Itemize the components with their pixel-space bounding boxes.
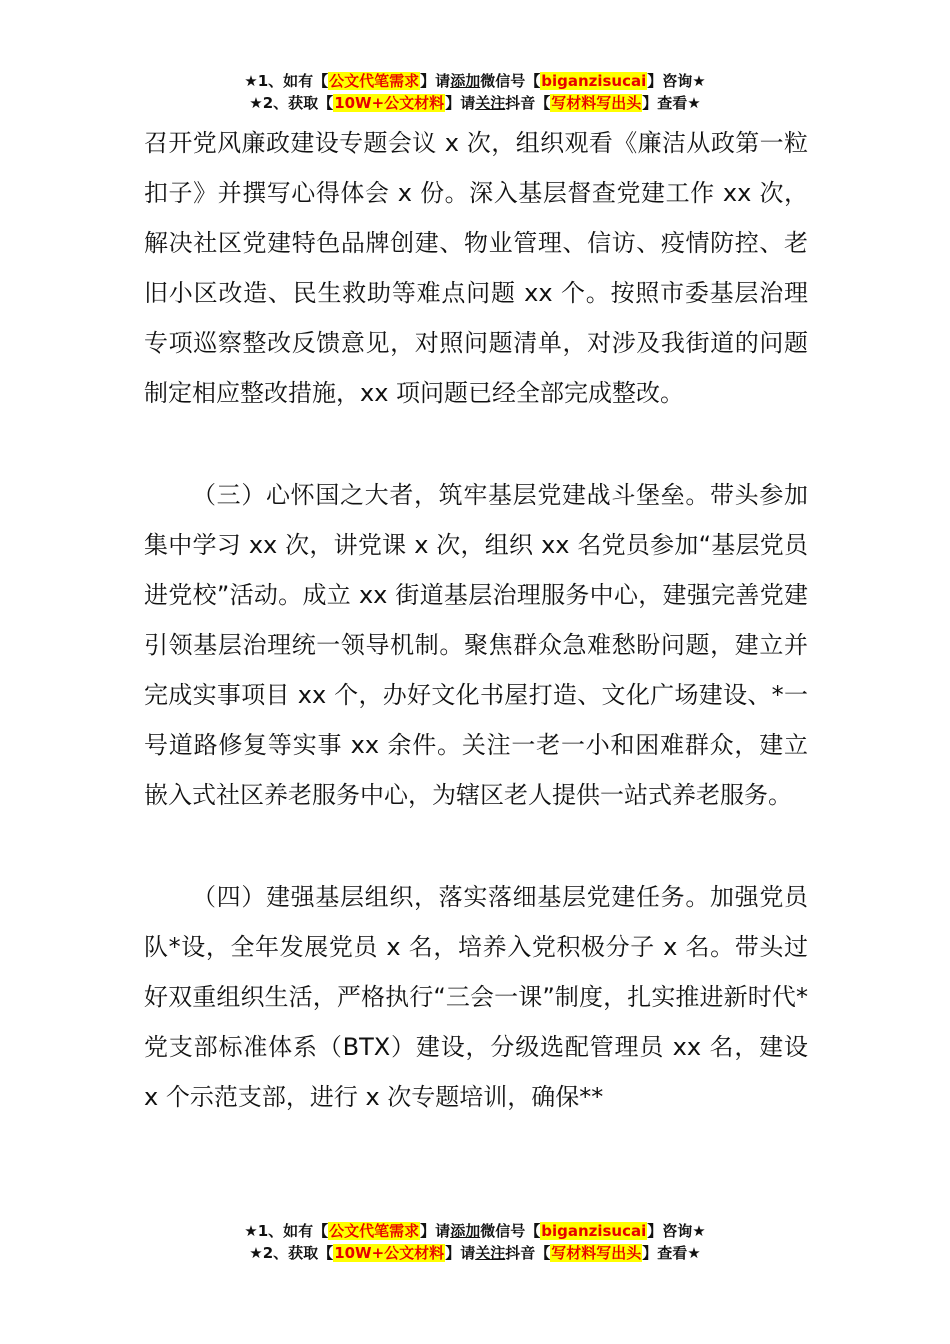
promo-text: 抖音【 [505, 1244, 551, 1262]
paragraph-1: 召开党风廉政建设专题会议 x 次，组织观看《廉洁从政第一粒扣子》并撰写心得体会 x 份。深入基层督查党建工作 xx 次，解决社区党建特色品牌创建、物业管理、信访、疫情防控、老旧小区改造、民生救助等难点问题 xx 个。按照市委基层治理专项巡察整改反馈意见，对照问题清单，对涉及我街道的问题制定相应整改措施，xx 项问题已经全部完成整改。 [144, 129, 808, 407]
promo-text: ★1、如有【 [244, 72, 329, 90]
promo-highlight: 写材料写出头 [551, 1244, 642, 1262]
promo-highlight: biganzisucai [541, 72, 647, 90]
promo-highlight: 公文代笔需求 [329, 72, 420, 90]
promo-underlined: 添加 [450, 1222, 481, 1240]
promo-text: 】请 [445, 1244, 476, 1262]
promo-highlight: 10W+公文材料 [334, 1244, 445, 1262]
promo-text: 】咨询★ [647, 72, 706, 90]
promo-underlined: 关注 [475, 1244, 506, 1262]
promo-banner-top [0, 70, 950, 114]
promo-text: 】查看★ [642, 94, 701, 112]
promo-text: 微信号【 [480, 72, 541, 90]
promo-line-1 [0, 1220, 950, 1242]
promo-text: ★2、获取【 [249, 94, 334, 112]
promo-text: 】请 [445, 94, 476, 112]
promo-text: ★1、如有【 [244, 1222, 329, 1240]
promo-line-1 [0, 70, 950, 92]
promo-text: ★2、获取【 [249, 1244, 334, 1262]
document-body [144, 118, 808, 1122]
paragraph-gap [144, 418, 808, 470]
promo-text: 】咨询★ [647, 1222, 706, 1240]
promo-highlight: biganzisucai [541, 1222, 647, 1240]
promo-text: 】请 [420, 1222, 451, 1240]
paragraph-2: （三）心怀国之大者，筑牢基层党建战斗堡垒。带头参加集中学习 xx 次，讲党课 x 次，组织 xx 名党员参加“基层党员进党校”活动。成立 xx 街道基层治理服务中心，建强完善党建引领基层治理统一领导机制。聚焦群众急难愁盼问题，建立并完成实事项目 xx 个，办好文化书屋打造、文化广场建设、*一号道路修复等实事 xx 余件。关注一老一小和困难群众，建立嵌入式社区养老服务中心，为辖区老人提供一站式养老服务。 [144, 481, 808, 809]
promo-underlined: 关注 [475, 94, 506, 112]
paragraph-3: （四）建强基层组织，落实落细基层党建任务。加强党员队*设，全年发展党员 x 名，培养入党积极分子 x 名。带头过好双重组织生活，严格执行“三会一课”制度，扎实推进新时代*党支部标准体系（BTX）建设，分级选配管理员 xx 名，建设 x 个示范支部，进行 x 次专题培训，确保** [144, 883, 808, 1111]
paragraph-gap [144, 820, 808, 872]
promo-text: 】查看★ [642, 1244, 701, 1262]
promo-text: 抖音【 [505, 94, 551, 112]
promo-underlined: 添加 [450, 72, 481, 90]
promo-text: 微信号【 [480, 1222, 541, 1240]
promo-highlight: 10W+公文材料 [334, 94, 445, 112]
promo-banner-bottom [0, 1220, 950, 1264]
promo-highlight: 写材料写出头 [551, 94, 642, 112]
promo-line-2 [0, 92, 950, 114]
promo-line-2 [0, 1242, 950, 1264]
promo-highlight: 公文代笔需求 [329, 1222, 420, 1240]
promo-text: 】请 [420, 72, 451, 90]
